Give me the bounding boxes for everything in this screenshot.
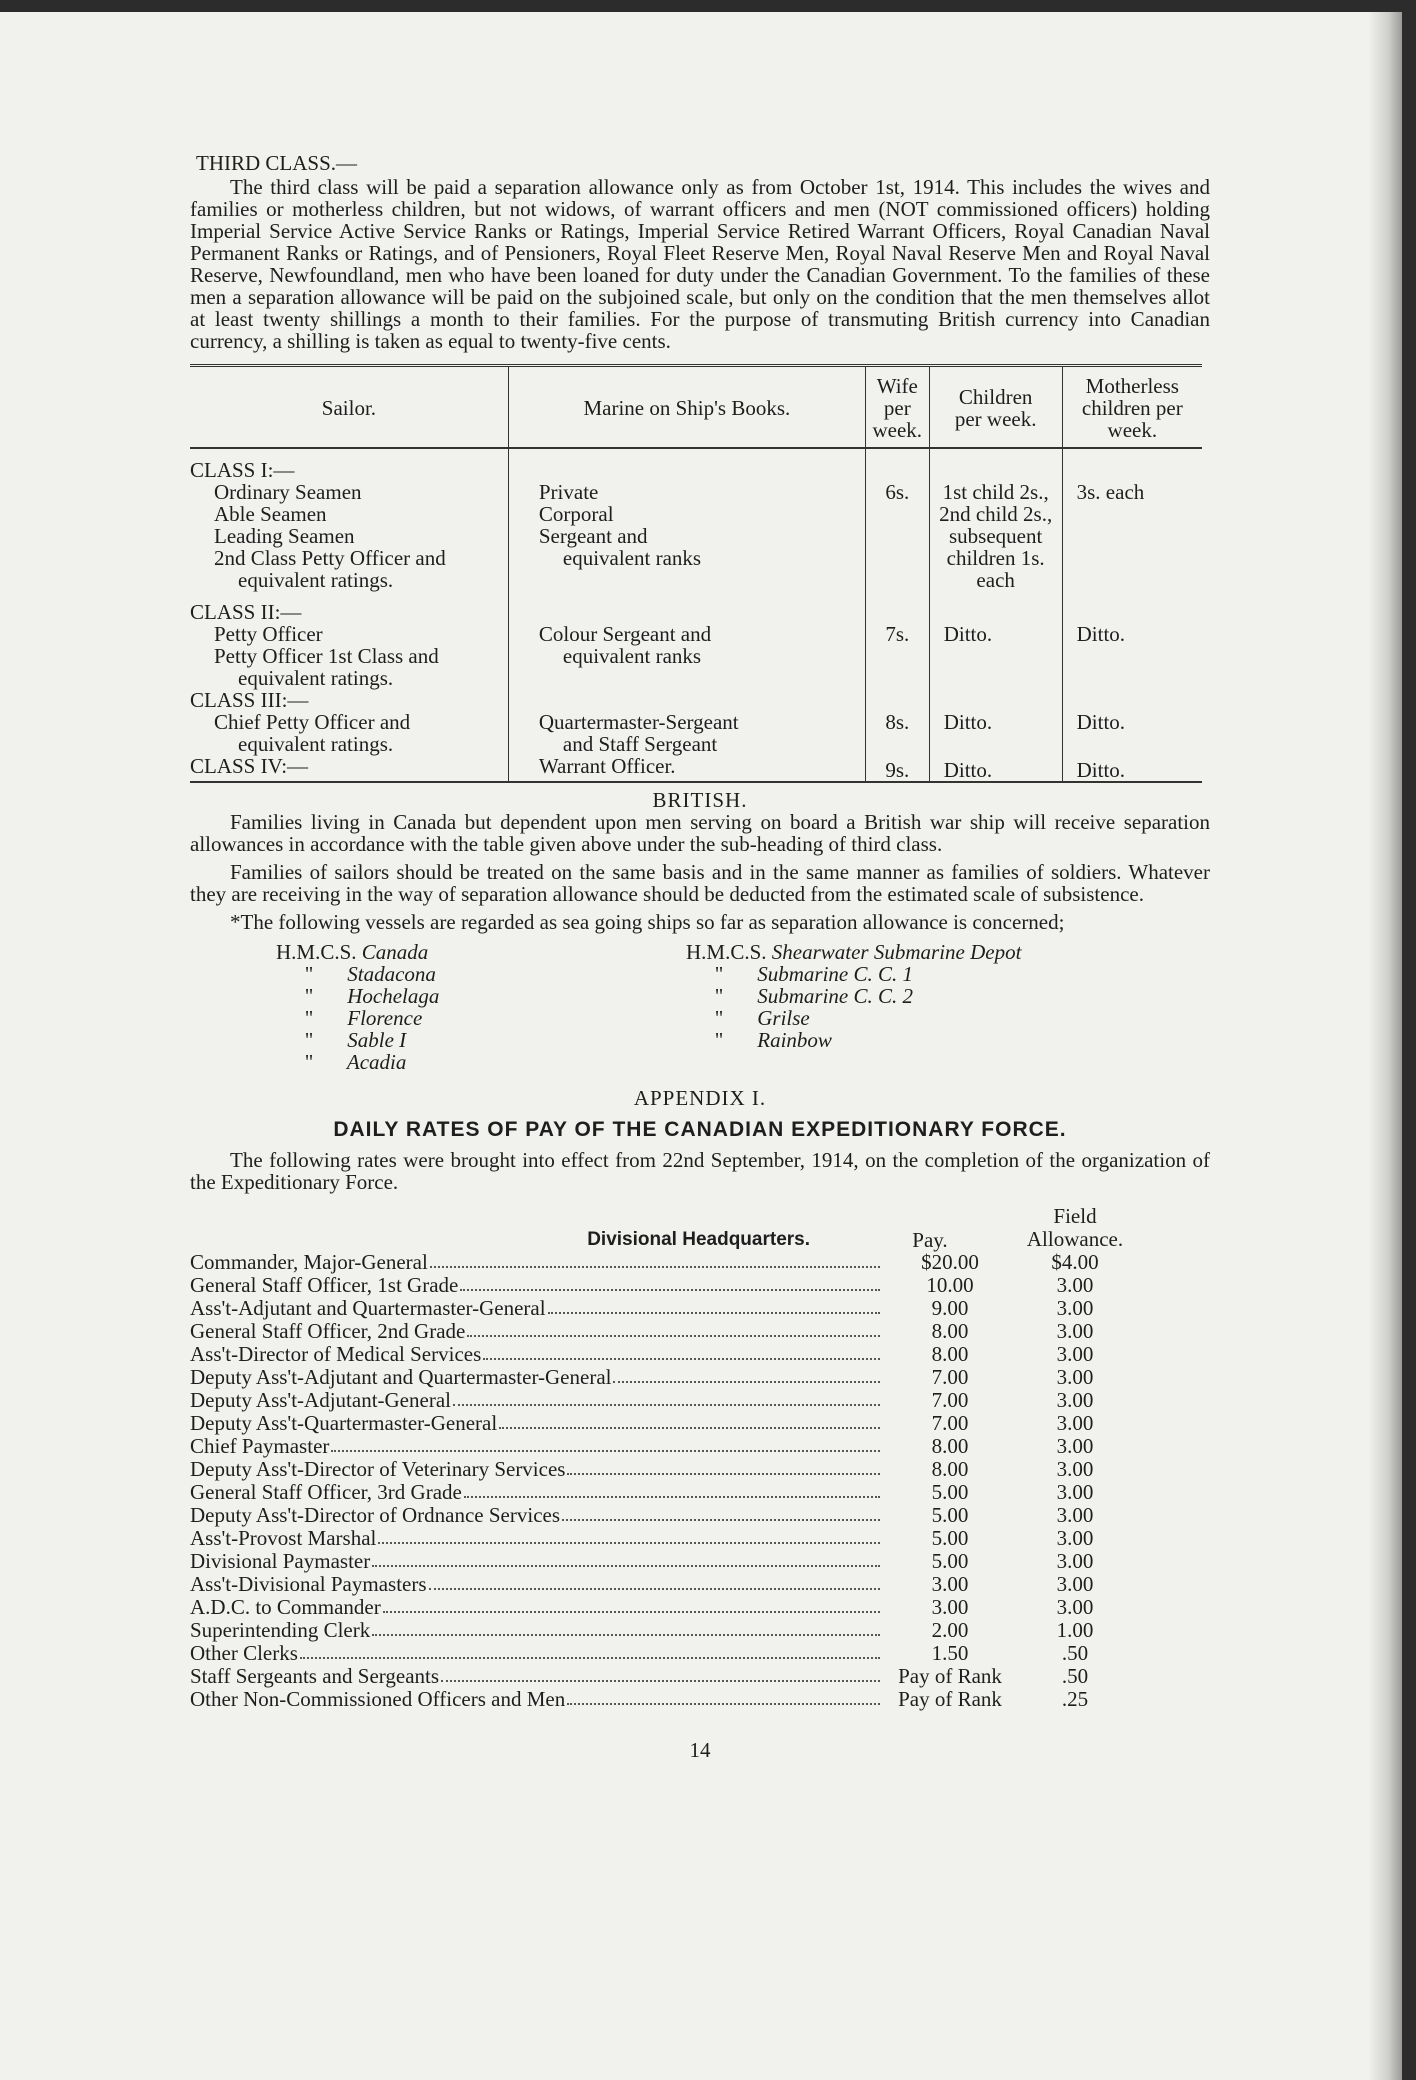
col-header-pay: Pay. xyxy=(912,1228,948,1252)
rank-title: Deputy Ass't-Adjutant and Quartermaster-General xyxy=(190,1366,612,1389)
pay-value: 8.00 xyxy=(931,1457,969,1481)
leader-dots xyxy=(430,1251,880,1268)
rank-title: Chief Paymaster xyxy=(190,1435,330,1458)
table-row xyxy=(190,1297,1210,1320)
table-row xyxy=(190,1412,1210,1435)
leader-dots xyxy=(378,1527,880,1544)
field-allowance-value: 3.00 xyxy=(1056,1572,1094,1596)
rank-title: Ass't-Provost Marshal xyxy=(190,1527,377,1550)
table-row xyxy=(190,1251,1210,1274)
ditto-mark: " xyxy=(304,1006,314,1030)
leader-dots xyxy=(499,1412,880,1429)
third-class-heading: THIRD CLASS.— xyxy=(196,151,358,175)
page-sheet xyxy=(0,12,1402,2080)
leader-dots xyxy=(548,1297,880,1314)
col-header-children: Children per week. xyxy=(929,366,1062,449)
vessel-item xyxy=(276,985,686,1007)
field-allowance-value: 3.00 xyxy=(1056,1503,1094,1527)
col-header-motherless: Motherless children per week. xyxy=(1062,366,1202,449)
pay-value: 7.00 xyxy=(931,1411,969,1435)
vessel-list-right xyxy=(686,941,1096,1073)
table-row xyxy=(190,1550,1210,1573)
class-label: CLASS II:— xyxy=(190,600,302,624)
field-allowance-value: 3.00 xyxy=(1056,1595,1094,1619)
marine-rank: Warrant Officer. xyxy=(538,754,676,778)
pay-table-header xyxy=(190,1205,1210,1251)
sailor-rank: Petty Officer xyxy=(214,622,323,646)
british-paragraph-3: *The following vessels are regarded as sea going ships so far as separation allowance is concerned; xyxy=(230,910,1065,934)
ditto-mark: " xyxy=(714,1006,724,1030)
table-row xyxy=(190,1343,1210,1366)
field-allowance-value: 3.00 xyxy=(1056,1296,1094,1320)
pay-row-title xyxy=(190,1596,890,1619)
table-row xyxy=(190,1596,1210,1619)
leader-dots xyxy=(460,1274,880,1291)
leader-dots xyxy=(372,1550,880,1567)
leader-dots xyxy=(331,1435,880,1452)
sailor-rank: Able Seamen xyxy=(214,502,327,526)
leader-dots xyxy=(567,1458,880,1475)
sailor-rank-cont: equivalent ratings. xyxy=(238,732,394,756)
pay-row-title xyxy=(190,1435,890,1458)
table-row xyxy=(190,1389,1210,1412)
pay-row-title xyxy=(190,1527,890,1550)
ditto-mark: " xyxy=(714,984,724,1008)
table-row xyxy=(190,755,1202,782)
pay-value: 7.00 xyxy=(931,1388,969,1412)
children-rate: 1st child 2s., 2nd child 2s., subsequent children 1s. each xyxy=(929,448,1062,591)
table-row xyxy=(190,1665,1210,1688)
leader-dots xyxy=(567,1688,880,1705)
pay-value: 3.00 xyxy=(931,1572,969,1596)
motherless-rate: 3s. each xyxy=(1062,448,1202,591)
rank-title: Ass't-Divisional Paymasters xyxy=(190,1573,427,1596)
pay-row-title xyxy=(190,1297,890,1320)
ditto-mark: " xyxy=(714,1028,724,1052)
table-row xyxy=(190,689,1202,755)
leader-dots xyxy=(300,1642,880,1659)
vessel-item xyxy=(686,1007,1096,1029)
british-heading: BRITISH. xyxy=(652,788,748,812)
rank-title: Deputy Ass't-Adjutant-General xyxy=(190,1389,451,1412)
pay-row-title xyxy=(190,1619,890,1642)
vessel-name: Submarine C. C. 2 xyxy=(757,984,914,1008)
vessel-name: Submarine C. C. 1 xyxy=(757,962,914,986)
field-allowance-value: .50 xyxy=(1061,1664,1089,1688)
vessel-name: Grilse xyxy=(757,1006,810,1030)
table-row xyxy=(190,448,1202,591)
class-label: CLASS IV:— xyxy=(190,754,309,778)
class-label: CLASS III:— xyxy=(190,688,309,712)
rank-title: General Staff Officer, 3rd Grade xyxy=(190,1481,462,1504)
pay-value: 9.00 xyxy=(931,1296,969,1320)
vessel-list-left xyxy=(276,941,686,1073)
children-rate: Ditto. xyxy=(929,689,1062,755)
pay-row-title xyxy=(190,1642,890,1665)
sailor-rank: Leading Seamen xyxy=(214,524,355,548)
rank-title: Other Non-Commissioned Officers and Men xyxy=(190,1688,566,1711)
pay-value: 5.00 xyxy=(931,1503,969,1527)
vessel-item xyxy=(276,1029,686,1051)
pay-value: 3.00 xyxy=(931,1595,969,1619)
pay-row-title xyxy=(190,1481,890,1504)
rank-title: Ass't-Adjutant and Quartermaster-General xyxy=(190,1297,546,1320)
vessel-name: Acadia xyxy=(346,1050,407,1074)
field-allowance-value: 3.00 xyxy=(1056,1526,1094,1550)
col-header-field-allowance: Field Allowance. xyxy=(1026,1204,1124,1251)
rank-title: Deputy Ass't-Quartermaster-General xyxy=(190,1412,498,1435)
british-paragraph-1: Families living in Canada but dependent upon men serving on board a British war ship will receive separation allowances in accordance with the table given above under the sub-heading of third class. xyxy=(190,810,1210,856)
vessel-prefix: H.M.C.S. xyxy=(276,940,357,964)
pay-value: 5.00 xyxy=(931,1480,969,1504)
marine-rank-cont: and Staff Sergeant xyxy=(562,732,718,756)
field-allowance-value: 3.00 xyxy=(1056,1319,1094,1343)
table-row xyxy=(190,1688,1210,1711)
pay-row-title xyxy=(190,1320,890,1343)
pay-table xyxy=(190,1251,1210,1711)
field-allowance-value: 3.00 xyxy=(1056,1388,1094,1412)
wife-rate: 7s. xyxy=(865,591,929,689)
vessel-item xyxy=(686,941,1096,963)
leader-dots xyxy=(441,1665,880,1682)
table-header-row xyxy=(190,366,1202,449)
vessel-item xyxy=(686,985,1096,1007)
pay-value: 7.00 xyxy=(931,1365,969,1389)
rank-title: Ass't-Director of Medical Services xyxy=(190,1343,482,1366)
table-row xyxy=(190,1458,1210,1481)
rank-title: Commander, Major-General xyxy=(190,1251,428,1274)
pay-row-title xyxy=(190,1504,890,1527)
rank-title: Deputy Ass't-Director of Veterinary Services xyxy=(190,1458,566,1481)
col-header-wife: Wife per week. xyxy=(865,366,929,449)
table-row xyxy=(190,1619,1210,1642)
children-rate: Ditto. xyxy=(929,755,1062,782)
pay-row-title xyxy=(190,1389,890,1412)
pay-value: 8.00 xyxy=(931,1319,969,1343)
children-rate: Ditto. xyxy=(929,591,1062,689)
motherless-rate: Ditto. xyxy=(1062,591,1202,689)
pay-row-title xyxy=(190,1251,890,1274)
marine-rank: Private xyxy=(538,480,599,504)
page-edge-shadow xyxy=(1368,12,1402,2080)
pay-row-title xyxy=(190,1412,890,1435)
vessel-item xyxy=(276,941,686,963)
ditto-mark: " xyxy=(304,1050,314,1074)
rank-title: General Staff Officer, 1st Grade xyxy=(190,1274,459,1297)
vessel-item xyxy=(686,1029,1096,1051)
field-allowance-value: 3.00 xyxy=(1056,1365,1094,1389)
marine-rank: Sergeant and xyxy=(538,524,648,548)
field-allowance-value: .50 xyxy=(1061,1641,1089,1665)
leader-dots xyxy=(372,1619,880,1636)
leader-dots xyxy=(562,1504,880,1521)
marine-rank-cont: equivalent ranks xyxy=(562,644,702,668)
vessel-item xyxy=(276,1051,686,1073)
page-content xyxy=(190,152,1210,1761)
pay-value: 5.00 xyxy=(931,1549,969,1573)
table-row xyxy=(190,1527,1210,1550)
wife-rate: 6s. xyxy=(865,448,929,591)
vessel-item xyxy=(686,963,1096,985)
field-allowance-value: 1.00 xyxy=(1056,1618,1094,1642)
table-row xyxy=(190,591,1202,689)
sailor-rank-cont: equivalent ratings. xyxy=(238,568,394,592)
class-label: CLASS I:— xyxy=(190,458,295,482)
table-row xyxy=(190,1366,1210,1389)
vessel-name: Stadacona xyxy=(347,962,436,986)
marine-rank-cont: equivalent ranks xyxy=(562,546,702,570)
field-allowance-value: 3.00 xyxy=(1056,1549,1094,1573)
page-number: 14 xyxy=(689,1738,711,1762)
leader-dots xyxy=(429,1573,880,1590)
leader-dots xyxy=(383,1596,880,1613)
rank-title: Divisional Paymaster xyxy=(190,1550,371,1573)
table-row xyxy=(190,1435,1210,1458)
vessel-name: Sable I xyxy=(347,1028,407,1052)
marine-rank: Colour Sergeant and xyxy=(538,622,712,646)
rank-title: General Staff Officer, 2nd Grade xyxy=(190,1320,466,1343)
pay-value: 8.00 xyxy=(931,1434,969,1458)
vessel-name: Florence xyxy=(347,1006,423,1030)
field-allowance-value: 3.00 xyxy=(1056,1434,1094,1458)
ditto-mark: " xyxy=(304,984,314,1008)
appendix-subtitle: DAILY RATES OF PAY OF THE CANADIAN EXPEDITIONARY FORCE. xyxy=(333,1118,1067,1141)
field-allowance-value: 3.00 xyxy=(1056,1457,1094,1481)
field-allowance-value: 3.00 xyxy=(1056,1480,1094,1504)
rank-title: Superintending Clerk xyxy=(190,1619,371,1642)
vessel-name: Shearwater Submarine Depot xyxy=(771,940,1022,964)
ditto-mark: " xyxy=(714,962,724,986)
rank-title: Staff Sergeants and Sergeants xyxy=(190,1665,440,1688)
leader-dots xyxy=(464,1481,880,1498)
leader-dots xyxy=(453,1389,880,1406)
table-row xyxy=(190,1274,1210,1297)
table-row xyxy=(190,1642,1210,1665)
marine-rank: Quartermaster-Sergeant xyxy=(538,710,739,734)
pay-value: 8.00 xyxy=(931,1342,969,1366)
british-paragraph-2: Families of sailors should be treated on the same basis and in the same manner as families of soldiers. Whatever they are receiving in the way of separation allowance should be deducted from the estimated scale of subsistence. xyxy=(190,860,1210,906)
pay-row-title xyxy=(190,1688,890,1711)
separation-allowance-table xyxy=(190,364,1202,783)
vessel-list xyxy=(276,941,1210,1073)
pay-value: 1.50 xyxy=(931,1641,969,1665)
motherless-rate: Ditto. xyxy=(1062,689,1202,755)
col-header-marine: Marine on Ship's Books. xyxy=(508,366,865,449)
sailor-rank: Petty Officer 1st Class and xyxy=(214,644,439,668)
wife-rate: 9s. xyxy=(865,755,929,782)
sailor-rank: Chief Petty Officer and xyxy=(214,710,411,734)
field-allowance-value: 3.00 xyxy=(1056,1342,1094,1366)
table-row xyxy=(190,1573,1210,1596)
vessel-name: Canada xyxy=(361,940,429,964)
motherless-rate: Ditto. xyxy=(1062,755,1202,782)
vessel-prefix: H.M.C.S. xyxy=(686,940,767,964)
pay-section-title: Divisional Headquarters. xyxy=(587,1229,810,1250)
table-row xyxy=(190,1504,1210,1527)
pay-row-title xyxy=(190,1343,890,1366)
table-row xyxy=(190,1481,1210,1504)
pay-value: Pay of Rank xyxy=(898,1664,1002,1688)
table-row xyxy=(190,1320,1210,1343)
field-allowance-value: .25 xyxy=(1061,1687,1089,1711)
pay-row-title xyxy=(190,1550,890,1573)
marine-rank: Corporal xyxy=(538,502,614,526)
appendix-intro: The following rates were brought into effect from 22nd September, 1914, on the completion of the organization of the Expeditionary Force. xyxy=(190,1148,1210,1194)
vessel-item xyxy=(276,1007,686,1029)
pay-row-title xyxy=(190,1665,890,1688)
pay-row-title xyxy=(190,1573,890,1596)
pay-row-title xyxy=(190,1366,890,1389)
vessel-item xyxy=(276,963,686,985)
leader-dots xyxy=(483,1343,880,1360)
pay-value: 2.00 xyxy=(931,1618,969,1642)
rank-title: Deputy Ass't-Director of Ordnance Services xyxy=(190,1504,561,1527)
field-allowance-value: $4.00 xyxy=(1051,1250,1099,1274)
rank-title: Other Clerks xyxy=(190,1642,298,1665)
field-allowance-value: 3.00 xyxy=(1056,1411,1094,1435)
pay-value: 5.00 xyxy=(931,1526,969,1550)
ditto-mark: " xyxy=(304,962,314,986)
pay-row-title xyxy=(190,1458,890,1481)
leader-dots xyxy=(467,1320,880,1337)
vessel-name: Rainbow xyxy=(757,1028,832,1052)
sailor-rank: Ordinary Seamen xyxy=(214,480,362,504)
leader-dots xyxy=(613,1366,880,1383)
pay-row-title xyxy=(190,1274,890,1297)
pay-value: $20.00 xyxy=(921,1250,979,1274)
pay-value: Pay of Rank xyxy=(898,1687,1002,1711)
appendix-title: APPENDIX I. xyxy=(633,1086,767,1110)
wife-rate: 8s. xyxy=(865,689,929,755)
field-allowance-value: 3.00 xyxy=(1056,1273,1094,1297)
pay-value: 10.00 xyxy=(926,1273,974,1297)
sailor-rank: 2nd Class Petty Officer and xyxy=(214,546,446,570)
vessel-name: Hochelaga xyxy=(347,984,440,1008)
sailor-rank-cont: equivalent ratings. xyxy=(238,666,394,690)
col-header-sailor: Sailor. xyxy=(190,366,508,449)
ditto-mark: " xyxy=(304,1028,314,1052)
third-class-paragraph: The third class will be paid a separation allowance only as from October 1st, 1914. This includes the wives and families or motherless children, but not widows, of warrant officers and men (NOT commissioned officers) holding Imperial Service Active Service Ranks or Ratings, Imperial Service Retired Warrant Officers, Royal Canadian Naval Permanent Ranks or Ratings, and of Pensioners, Royal Fleet Reserve Men, Royal Naval Reserve Men and Royal Naval Reserve, Newfoundland, men who have been loaned for duty under the Canadian Government. To the families of these men a separation allowance will be paid on the subjoined scale, but only on the condition that the men themselves allot at least twenty shillings a month to their families. For the purpose of transmuting British currency into Canadian currency, a shilling is taken as equal to twenty-five cents. xyxy=(190,175,1210,353)
rank-title: A.D.C. to Commander xyxy=(190,1596,381,1619)
